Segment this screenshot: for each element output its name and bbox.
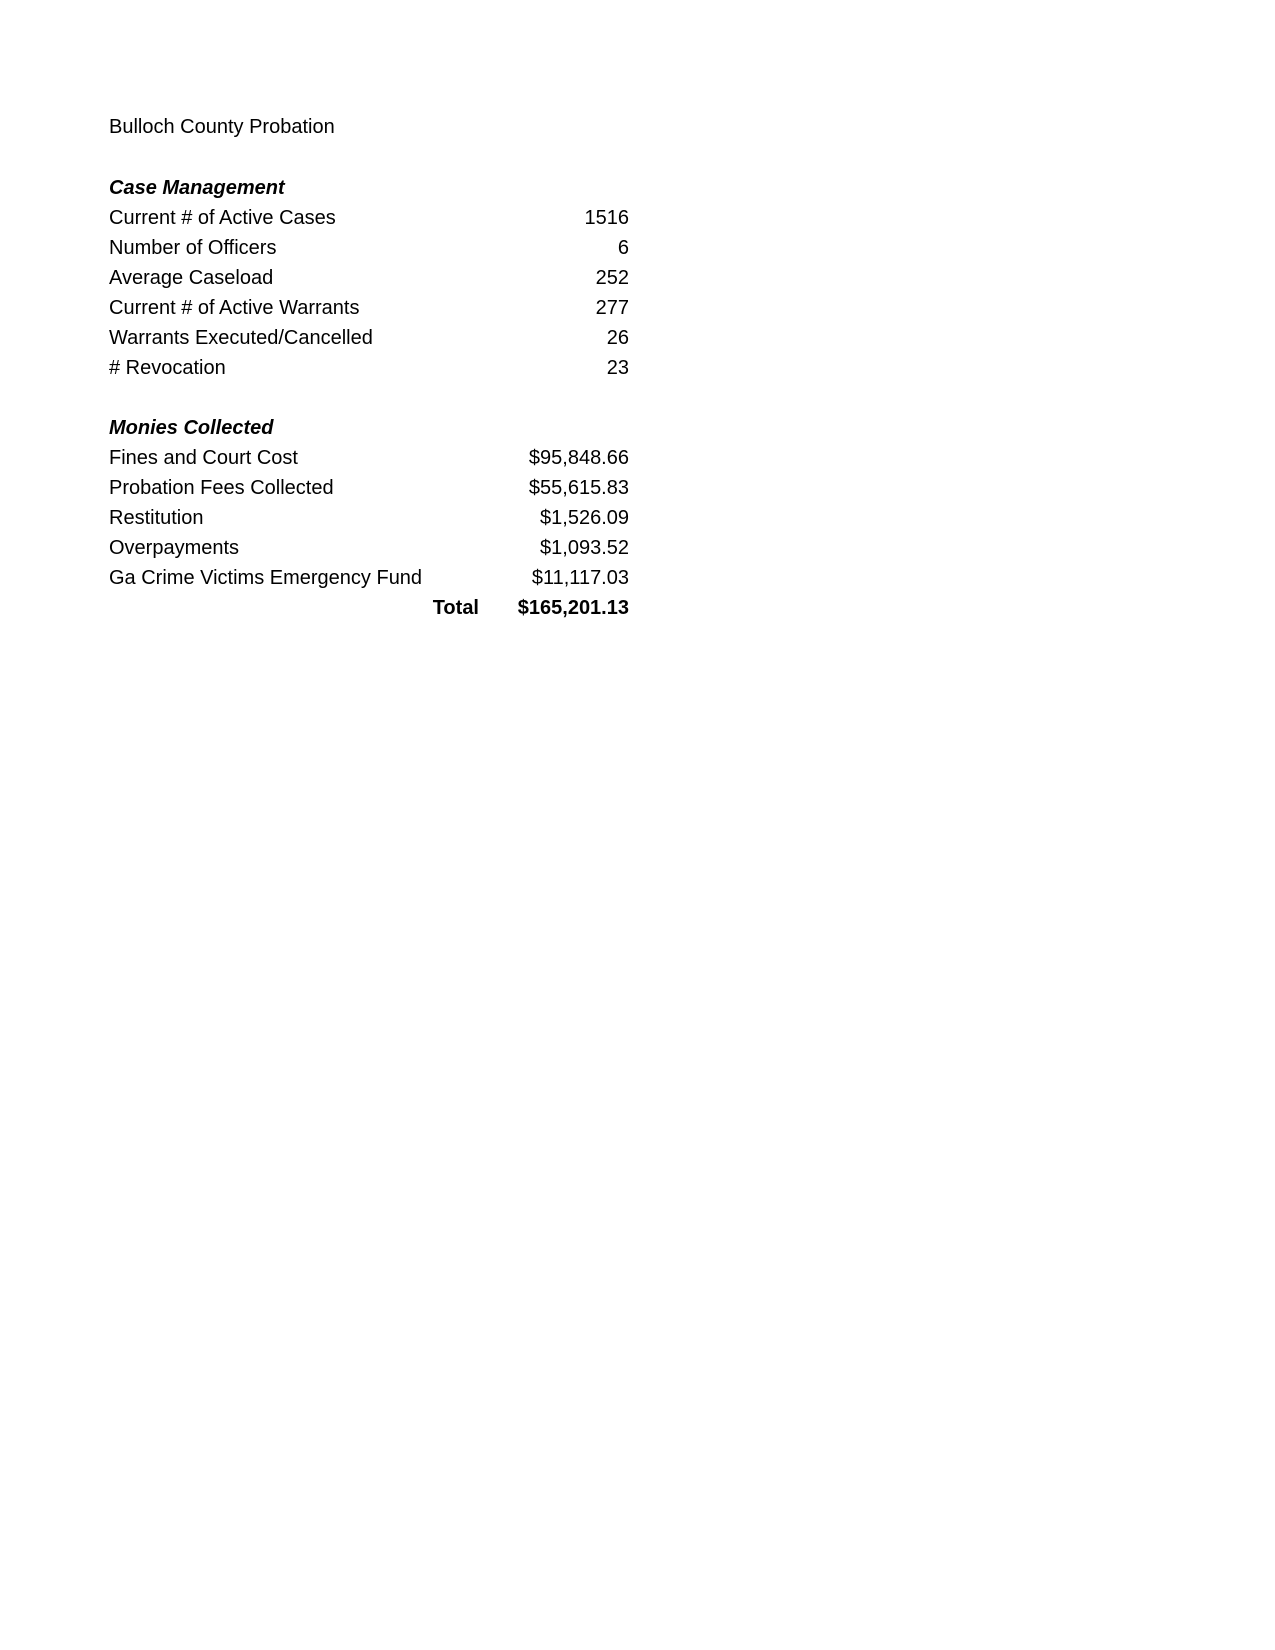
row-label: Current # of Active Warrants [109,297,360,319]
table-row [109,233,629,263]
row-label: Overpayments [109,537,240,559]
total-row [109,593,629,623]
row-label: Average Caseload [109,267,274,289]
row-value: $11,117.03 [531,567,629,589]
table-row [109,503,629,533]
row-label: Number of Officers [109,237,277,259]
total-value: $165,201.13 [517,597,629,619]
row-value: $1,093.52 [540,537,629,559]
row-value: 6 [617,237,629,259]
table-row [109,203,629,233]
table-row [109,533,629,563]
total-label: Total [432,597,479,619]
row-label: Ga Crime Victims Emergency Fund [109,567,423,589]
row-value: $1,526.09 [540,507,629,529]
row-value: 277 [595,297,629,319]
case-management-heading: Case Management [109,177,285,199]
report-title: Bulloch County Probation [109,116,335,138]
section-spacer [109,383,629,413]
table-row [109,293,629,323]
table-row [109,323,629,353]
row-value: 252 [595,267,629,289]
row-label: Probation Fees Collected [109,477,334,499]
table-row [109,263,629,293]
row-label: Restitution [109,507,204,529]
row-value: 23 [606,357,629,379]
table-row [109,353,629,383]
table-row [109,563,629,593]
monies-collected-section [109,413,629,623]
row-label: Fines and Court Cost [109,447,298,469]
row-value: $55,615.83 [528,477,629,499]
case-management-section [109,173,629,383]
row-label: Current # of Active Cases [109,207,336,229]
row-label: # Revocation [109,357,226,379]
monies-collected-heading: Monies Collected [109,417,274,439]
row-value: $95,848.66 [528,447,629,469]
table-row [109,443,629,473]
row-value: 1516 [584,207,629,229]
probation-report [109,112,629,623]
table-row [109,473,629,503]
row-value: 26 [606,327,629,349]
row-label: Warrants Executed/Cancelled [109,327,373,349]
